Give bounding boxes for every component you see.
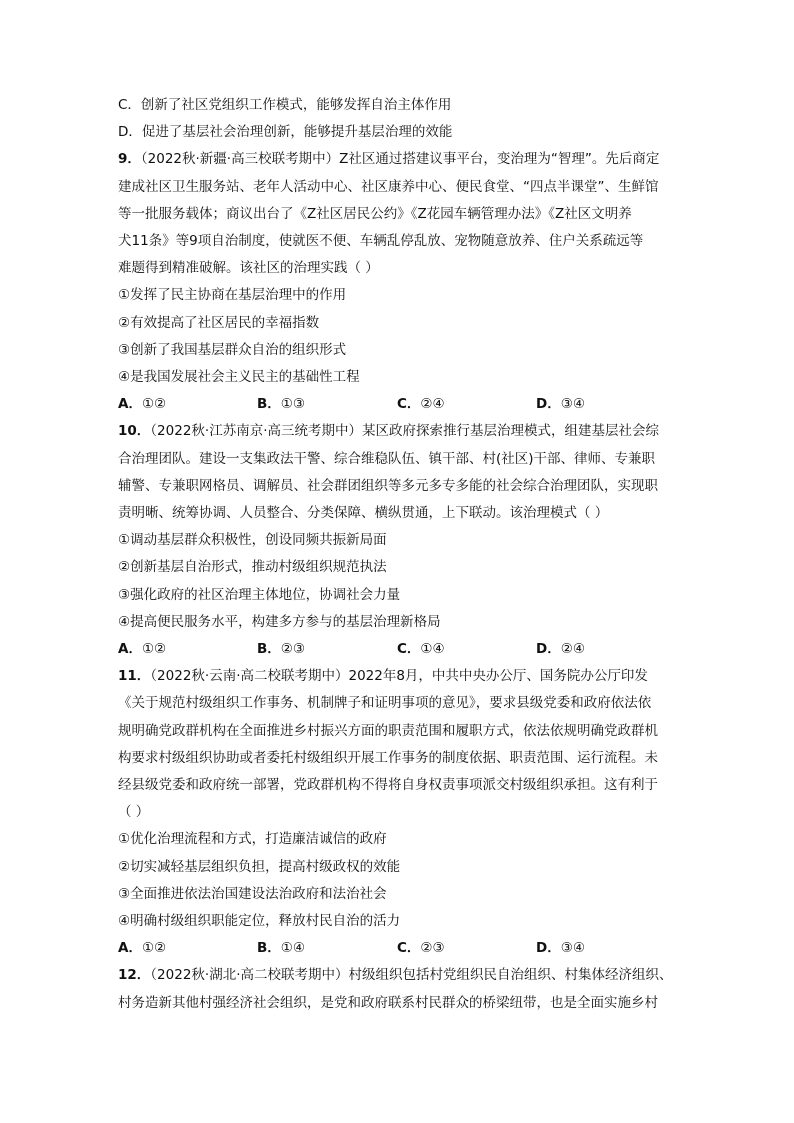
statement: ②有效提高了社区居民的幸福指数 — [118, 314, 320, 331]
choice-c[interactable]: C．①④ — [397, 641, 445, 658]
choice-b[interactable]: B．②③ — [257, 641, 306, 658]
question-number: 10． — [118, 423, 151, 440]
statement: ①调动基层群众积极性，创设同频共振新局面 — [118, 532, 387, 549]
choice-c[interactable]: C．②④ — [397, 396, 445, 413]
question-text-line: 建成社区卫生服务站、老年人活动中心、社区康养中心、便民食堂、“四点半课堂”、生鲜馆 — [118, 178, 659, 195]
choice-d[interactable]: D．③④ — [536, 396, 585, 413]
question-number: 9． — [118, 151, 141, 168]
page-content — [118, 92, 680, 1017]
prev-option-c: C．创新了社区党组织工作模式，能够发挥自治主体作用 — [118, 97, 452, 113]
question-text-line: （2022秋·云南·高二校联考期中）2022年8月，中共中央办公厅、国务院办公厅印发 — [150, 668, 648, 685]
question-text-line: （ ） — [118, 804, 150, 821]
statement: ①优化治理流程和方式，打造廉洁诚信的政府 — [118, 831, 387, 848]
question-9 — [118, 146, 680, 418]
choice-b[interactable]: B．①③ — [257, 396, 306, 413]
question-text-line: （2022秋·江苏南京·高三统考期中）某区政府探索推行基层治理模式，组建基层社会综 — [150, 423, 659, 440]
choice-row — [118, 935, 680, 962]
choice-a[interactable]: A．①② — [118, 641, 167, 658]
question-text-line: 经县级党委和政府统一部署，党政群机构不得将自身权责事项派交村级组织承担。这有利于 — [118, 777, 658, 794]
question-12 — [118, 962, 680, 1016]
question-text-line: 辅警、专兼职网格员、调解员、社会群团组织等多元多专多能的社会综合治理团队，实现职 — [118, 477, 658, 494]
choice-c[interactable]: C．②③ — [397, 940, 445, 957]
statement: ③创新了我国基层群众自治的组织形式 — [118, 341, 347, 358]
choice-row — [118, 391, 680, 418]
statement: ③强化政府的社区治理主体地位，协调社会力量 — [118, 586, 401, 603]
question-11 — [118, 663, 680, 962]
question-text-line: 犬11条》等9项自治制度，使就医不便、车辆乱停乱放、宠物随意放养、住户关系疏远等 — [118, 233, 644, 250]
question-text-line: 构要求村级组织协助或者委托村级组织开展工作事务的制度依据、职责范围、运行流程。未 — [118, 749, 658, 766]
statement: ④提高便民服务水平，构建多方参与的基层治理新格局 — [118, 613, 441, 630]
choice-b[interactable]: B．①④ — [257, 940, 306, 957]
statement: ②切实减轻基层组织负担，提高村级政权的效能 — [118, 858, 401, 875]
question-text-line: 等一批服务载体；商议出台了《Z社区居民公约》《Z花园车辆管理办法》《Z社区文明养 — [118, 205, 632, 222]
choice-d[interactable]: D．②④ — [536, 641, 585, 658]
question-text-line: 《关于规范村级组织工作事务、机制牌子和证明事项的意见》，要求县级党委和政府依法依 — [118, 695, 652, 712]
question-number: 11． — [118, 668, 151, 685]
choice-a[interactable]: A．①② — [118, 940, 167, 957]
question-text-line: 难题得到精准破解。该社区的治理实践（ ） — [118, 260, 379, 277]
question-text-line: 责明晰、统筹协调、人员整合、分类保障、横纵贯通，上下联动。该治理模式（ ） — [118, 505, 609, 522]
statement: ③全面推进依法治国建设法治政府和法治社会 — [118, 885, 387, 902]
question-text-line: 合治理团队。建设一支集政法干警、综合维稳队伍、镇干部、村(社区)干部、律师、专兼职 — [118, 450, 656, 467]
question-text-line: （2022秋·新疆·高三校联考期中）Z社区通过搭建议事平台，变治理为“智理”。先后商定 — [140, 151, 660, 168]
choice-a[interactable]: A．①② — [118, 396, 167, 413]
statement: ④是我国发展社会主义民主的基础性工程 — [118, 369, 360, 386]
choice-d[interactable]: D．③④ — [536, 940, 585, 957]
statement: ④明确村级组织职能定位，释放村民自治的活力 — [118, 913, 401, 930]
question-text-line: （2022秋·湖北·高二校联考期中）村级组织包括村党组织民自治组织、村集体经济组织、 — [150, 967, 673, 984]
choice-row — [118, 636, 680, 663]
statement: ①发挥了民主协商在基层治理中的作用 — [118, 287, 347, 304]
question-text-line: 规明确党政群机构在全面推进乡村振兴方面的职责范围和履职方式，依法依规明确党政群机 — [118, 722, 658, 739]
question-10 — [118, 418, 680, 663]
question-number: 12． — [118, 967, 151, 984]
prev-option-d: D．促进了基层社会治理创新，能够提升基层治理的效能 — [118, 124, 453, 141]
statement: ②创新基层自治形式，推动村级组织规范执法 — [118, 559, 387, 576]
question-text-line: 村务造新其他村强经济社会组织，是党和政府联系村民群众的桥梁纽带，也是全面实施乡村 — [118, 994, 658, 1011]
